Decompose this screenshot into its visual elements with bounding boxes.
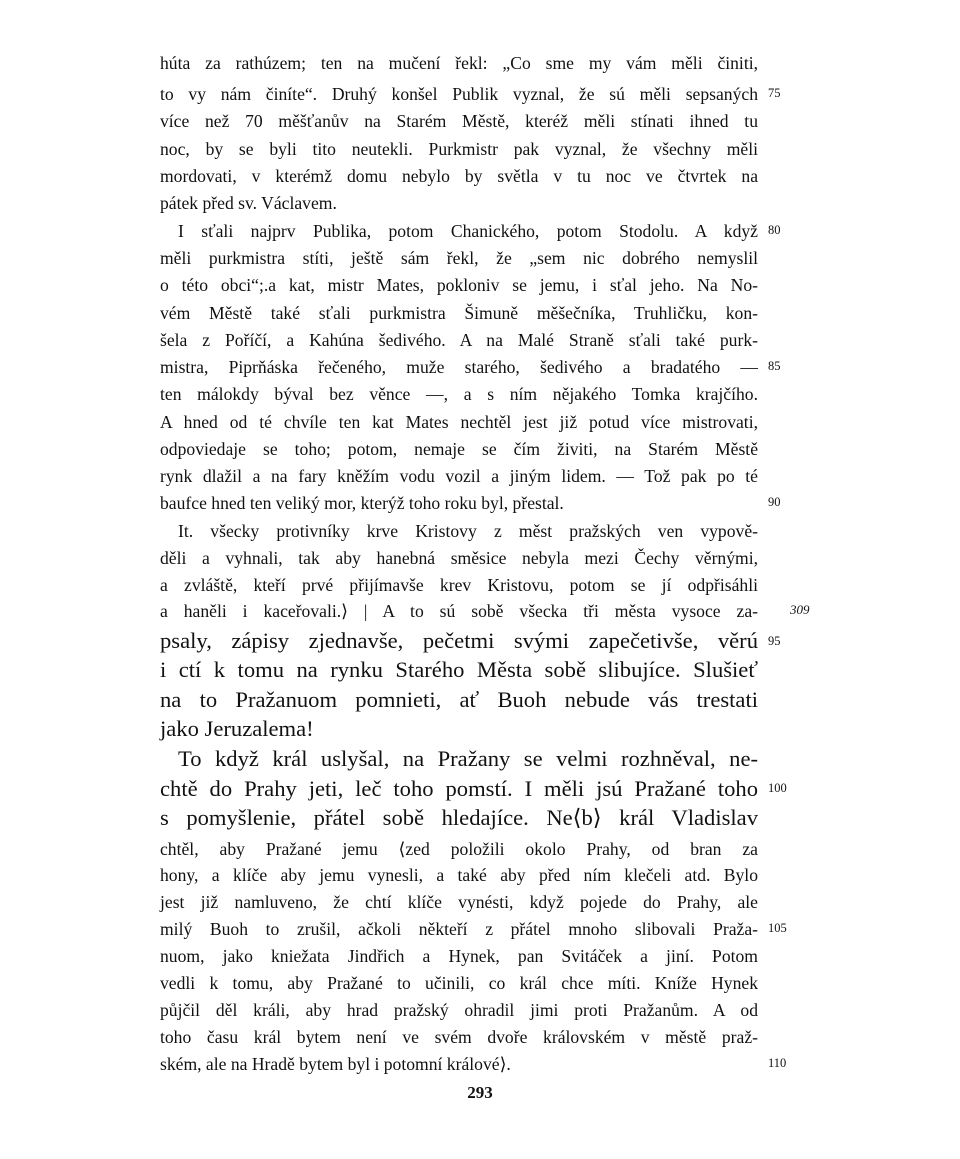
text-line: děli a vyhnali, tak aby hanebná směsice nebyla mezi Čechy věrnými, bbox=[160, 548, 758, 568]
line-number: 95 bbox=[768, 634, 781, 648]
page-number: 293 bbox=[467, 1083, 493, 1102]
text-line: o této obci“;.a kat, mistr Mates, pokloniv se jemu, i sťal jeho. Na No- bbox=[160, 275, 758, 295]
text-line: a zvláště, kteří prvé přijímavše krev Kristovu, potom se jí odpřisáhli bbox=[160, 575, 758, 595]
line-number: 110 bbox=[768, 1056, 787, 1070]
text-line: vedli k tomu, aby Pražané to učinili, co král chce míti. Kníže Hynek bbox=[160, 973, 758, 993]
text-line: rynk dlažil a na fary kněžím vodu vozil a jiným lidem. — Tož pak po té bbox=[160, 466, 758, 486]
text-line: toho času král bytem není ve svém dvoře královském v městě praž- bbox=[160, 1027, 758, 1047]
text-line: mordovati, v kterémž domu nebylo by světla v tu noc ve čtvrtek na bbox=[160, 166, 758, 186]
text-line: hony, a klíče aby jemu vynesli, a také aby před ním klečeli atd. Bylo bbox=[160, 865, 758, 885]
text-line: na to Pražanuom pomnieti, ať Buoh nebude vás trestati bbox=[160, 687, 758, 712]
text-line: měli purkmistra stíti, ještě sám řekl, že „sem nic dobrého nemyslil bbox=[160, 248, 758, 268]
line-number: 309 bbox=[790, 602, 810, 617]
text-line: mistra, Piprňáska řečeného, muže starého, šedivého a bradatého — bbox=[160, 357, 758, 377]
text-line: ten málokdy býval bez věnce —, a s ním nějakého Tomka krajčího. bbox=[160, 384, 758, 404]
text-line: A hned od té chvíle ten kat Mates nechtěl jest již potud více mistrovati, bbox=[160, 412, 758, 432]
line-number: 75 bbox=[768, 86, 781, 100]
line-number: 85 bbox=[768, 359, 781, 373]
text-line: chtě do Prahy jeti, leč toho pomstí. I měli jsú Pražané toho bbox=[160, 776, 758, 801]
text-line: milý Buoh to zrušil, ačkoli někteří z přátel mnoho slibovali Praža- bbox=[160, 919, 758, 939]
text-line: to vy nám činíte“. Druhý konšel Publik vyznal, že sú měli sepsaných bbox=[160, 84, 758, 104]
text-line: To když král uslyšal, na Pražany se velmi rozhněval, ne- bbox=[178, 746, 758, 771]
line-number: 105 bbox=[768, 921, 787, 935]
text-line: chtěl, aby Pražané jemu ⟨zed položili okolo Prahy, od bran za bbox=[160, 839, 758, 859]
text-line: a haněli i kaceřovali.⟩ | A to sú sobě všecka tři města vysoce za- bbox=[160, 601, 758, 621]
text-line: odpoviedaje se toho; potom, nemaje se čím živiti, na Starém Městě bbox=[160, 439, 758, 459]
text-line: půjčil děl králi, aby hrad pražský ohradil jimi proti Pražanům. A od bbox=[160, 1000, 758, 1020]
text-line: jest již namluveno, že chtí klíče vynésti, když pojede do Prahy, ale bbox=[160, 892, 758, 912]
text-line: více než 70 měšťanův na Starém Městě, kteréž měli stínati ihned tu bbox=[160, 111, 758, 131]
line-number: 80 bbox=[768, 223, 781, 237]
text-line: psaly, zápisy zjednavše, pečetmi svými zapečetivše, věrú bbox=[160, 628, 758, 653]
line-number: 100 bbox=[768, 781, 787, 795]
text-line: i ctí k tomu na rynku Starého Města sobě slibujíce. Slušieť bbox=[160, 657, 758, 682]
text-line: šela z Poříčí, a Kahúna šedivého. A na Malé Straně sťali také purk- bbox=[160, 330, 758, 350]
text-line: I sťali najprv Publika, potom Chanického, potom Stodolu. A když bbox=[178, 221, 758, 241]
text-line: vém Městě také sťali purkmistra Šimuně měšečníka, Truhličku, kon- bbox=[160, 303, 758, 323]
text-line: nuom, jako kniežata Jindřich a Hynek, pan Svitáček a jiní. Potom bbox=[160, 946, 758, 966]
text-line: pátek před sv. Václavem. bbox=[160, 193, 337, 213]
text-line: It. všecky protivníky krve Kristovy z měst pražských ven vypově- bbox=[178, 521, 758, 541]
line-number: 90 bbox=[768, 495, 781, 509]
text-line: noc, by se byli tito neutekli. Purkmistr pak vyznal, že všechny měli bbox=[160, 139, 758, 159]
text-line: ském, ale na Hradě bytem byl i potomní králové⟩. bbox=[160, 1054, 511, 1074]
text-line: baufce hned ten veliký mor, kterýž toho roku byl, přestal. bbox=[160, 493, 564, 513]
text-line: jako Jeruzalema! bbox=[160, 716, 314, 741]
text-line: húta za rathúzem; ten na mučení řekl: „Co sme my vám měli činiti, bbox=[160, 53, 758, 73]
text-line: s pomyšlenie, přátel sobě hledajíce. Ne⟨b⟩ král Vladislav bbox=[160, 805, 758, 830]
